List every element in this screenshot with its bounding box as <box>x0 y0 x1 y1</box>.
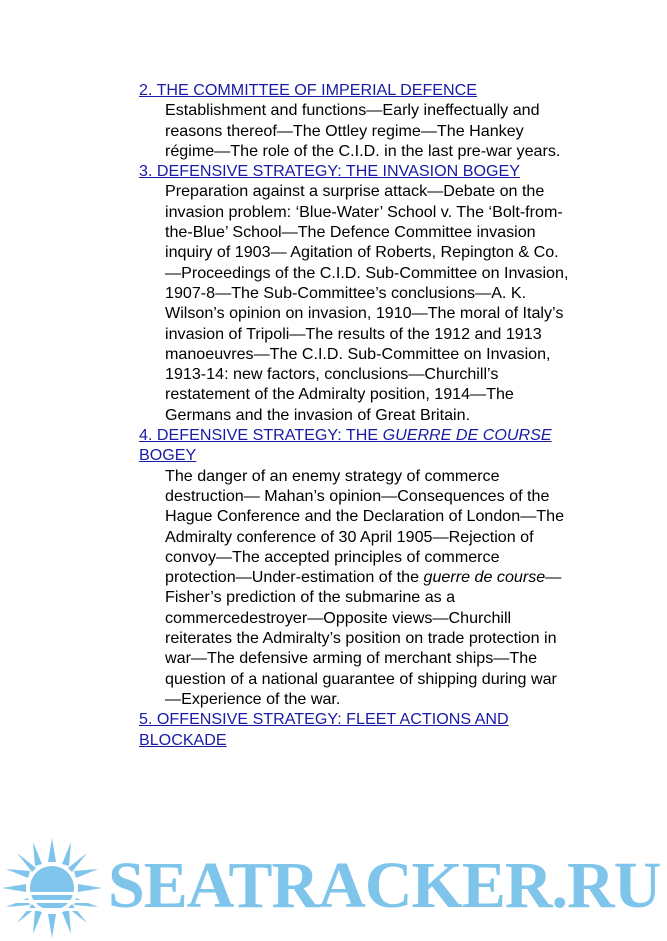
chapter-4-summary-italic: guerre de course <box>423 568 546 587</box>
chapter-5-link[interactable]: 5. OFFENSIVE STRATEGY: FLEET ACTIONS AND BLOCKADE <box>139 710 509 749</box>
chapter-4-summary-part: The danger of an enemy strategy of commerce destruction— Mahan’s opinion—Consequences of the Hague Conference and the Declaration of London—The Admiralty conference of 30 April 1905—Rejection of convoy—The accepted principles of commerce protection—Under-estimation of the <box>165 466 565 587</box>
chapter-4-link[interactable] <box>139 425 569 466</box>
table-of-contents <box>139 80 569 750</box>
chapter-3-link[interactable]: 3. DEFENSIVE STRATEGY: THE INVASION BOGEY <box>139 162 520 181</box>
chapter-4-heading-italic[interactable]: GUERRE DE COURSE <box>382 426 552 445</box>
chapter-3-summary: Preparation against a surprise attack—Debate on the invasion problem: ‘Blue-Water’ School v. The ‘Bolt-from-the-Blue’ School—The Defence Committee invasion inquiry of 1903— Agitation of Roberts, Repington & Co.—Proceedings of the C.I.D. Sub-Committee on Invasion, 1907-8—The Sub-Committee’s conclusions—A. K. Wilson’s opinion on invasion, 1910—The moral of Italy’s invasion of Tripoli—The results of the 1912 and 1913 manoeuvres—The C.I.D. Sub-Committee on Invasion, 1913-14: new factors, conclusions—Churchill’s restatement of the Admiralty position, 1914—The Germans and the invasion of Great Britain. <box>165 182 569 424</box>
chapter-4-heading-part[interactable]: 4. DEFENSIVE STRATEGY: THE <box>139 426 383 445</box>
sun-icon <box>0 836 110 941</box>
chapter-2-summary: Establishment and functions—Early ineffectually and reasons thereof—The Ottley regime—The Hankey régime—The role of the C.I.D. in the last pre-war years. <box>165 101 561 160</box>
chapter-2-link[interactable]: 2. THE COMMITTEE OF IMPERIAL DEFENCE <box>139 81 478 99</box>
watermark <box>0 836 667 941</box>
chapter-4-summary <box>165 466 569 710</box>
chapter-4-summary-part: —Fisher’s prediction of the submarine as a commercedestroyer—Opposite views—Churchill reiterates the Admiralty’s position on trade protection in war—The defensive arming of merchant ships—The question of a national guarantee of shipping during war—Experience of the war. <box>165 568 562 708</box>
chapter-4-heading-part[interactable]: BOGEY <box>139 446 197 465</box>
watermark-text: SEATRACKER.RU <box>108 849 661 922</box>
